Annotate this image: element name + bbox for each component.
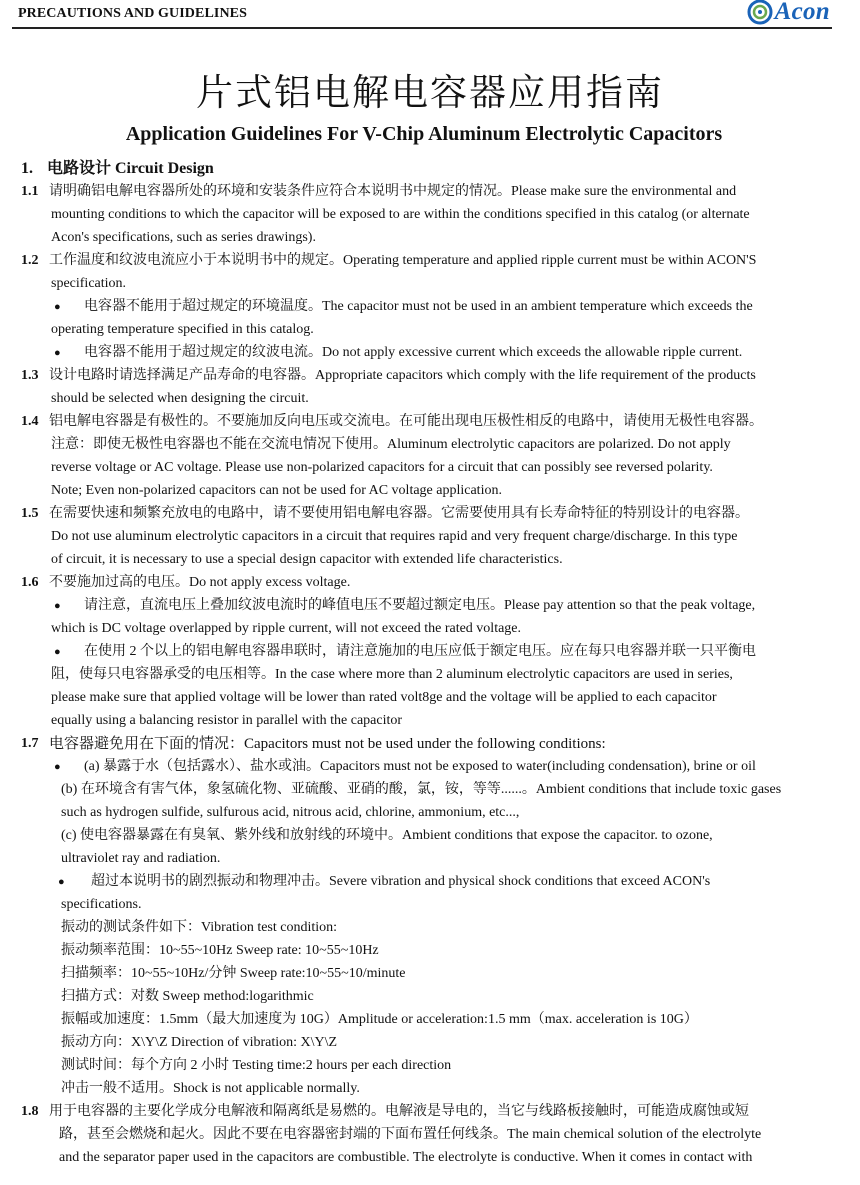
line-text: mounting conditions to which the capacitor will be exposed to are within the conditions specified in this catalog (or alternate (51, 207, 750, 222)
line-text: reverse voltage or AC voltage. Please use non-polarized capacitors for a circuit that can possibly see reversed polarity. (51, 460, 713, 475)
line-text: 电容器不能用于超过规定的环境温度。The capacitor must not be used in an ambient temperature which exceeds the (84, 299, 753, 314)
bullet-icon: ● (58, 876, 65, 888)
section-number: 1. (21, 160, 33, 177)
line-text: 在需要快速和频繁充放电的电路中，请不要使用铝电解电容器。它需要使用具有长寿命特征的特别设计的电容器。 (49, 506, 749, 521)
section-title: 电路设计 Circuit Design (47, 160, 214, 177)
line-text: 超过本说明书的剧烈振动和物理冲击。Severe vibration and physical shock conditions that exceed ACON's (91, 874, 711, 889)
header-title: PRECAUTIONS AND GUIDELINES (18, 6, 247, 21)
line-text: please make sure that applied voltage will be lower than rated volt8ge and the voltage will be applied to each capacitor (51, 690, 717, 705)
page-title-chinese: 片式铝电解电容器应用指南 (196, 71, 664, 114)
line-text: 在使用 2 个以上的铝电解电容器串联时，请注意施加的电压应低于额定电压。应在每只电容器并联一只平衡电 (84, 644, 756, 659)
line-text: 铝电解电容器是有极性的。不要施加反向电压或交流电。在可能出现电压极性相反的电路中，请使用无极性电容器。 (49, 414, 763, 429)
line-text: 电容器避免用在下面的情况：Capacitors must not be used under the following conditions: (49, 736, 606, 752)
line-text: 设计电路时请选择满足产品寿命的电容器。Appropriate capacitors which comply with the life requirement of the products (49, 368, 756, 383)
line-text: should be selected when designing the circuit. (51, 391, 309, 406)
page-header (12, 0, 832, 29)
line-text: Do not use aluminum electrolytic capacitors in a circuit that requires rapid and very frequent charge/discharge. In this type (51, 529, 738, 544)
line-text: such as hydrogen sulfide, sulfurous acid, nitrous acid, chlorine, ammonium, etc..., (61, 805, 520, 820)
line-text: Acon's specifications, such as series drawings). (51, 230, 316, 245)
line-text: ultraviolet ray and radiation. (61, 851, 221, 866)
line-text: 振动频率范围：10~55~10Hz Sweep rate: 10~55~10Hz (61, 943, 379, 958)
page-title-english: Application Guidelines For V-Chip Aluminum Electrolytic Capacitors (125, 123, 723, 145)
line-text: 扫描方式：对数 Sweep method:logarithmic (61, 989, 314, 1004)
line-text: operating temperature specified in this catalog. (51, 322, 314, 337)
item-number: 1.4 (21, 414, 39, 429)
line-text: 阻，使每只电容器承受的电压相等。In the case where more than 2 aluminum electrolytic capacitors are used in series, (51, 667, 733, 682)
item-number: 1.5 (21, 506, 39, 521)
line-text: 注意：即使无极性电容器也不能在交流电情况下使用。Aluminum electrolytic capacitors are polarized. Do not apply (51, 437, 731, 452)
line-text: 请明确铝电解电容器所处的环境和安装条件应符合本说明书中规定的情况。Please make sure the environmental and (49, 184, 737, 199)
line-text: 电容器不能用于超过规定的纹波电流。Do not apply excessive current which exceeds the allowable ripple current. (84, 345, 743, 360)
line-text: specifications. (61, 897, 142, 912)
line-text: which is DC voltage overlapped by ripple current, will not exceed the rated voltage. (51, 621, 522, 636)
line-text: 振动方向：X\Y\Z Direction of vibration: X\Y\Z (61, 1035, 338, 1050)
item-number: 1.6 (21, 575, 39, 590)
item-number: 1.8 (21, 1104, 39, 1119)
line-text: (b) 在环境含有害气体，象氢硫化物、亚硫酸、亚硝的酸，氯，铵，等等......。Ambient conditions that include toxic gases (61, 782, 782, 797)
item-number: 1.7 (21, 736, 39, 751)
line-text: 测试时间：每个方向 2 小时 Testing time:2 hours per each direction (61, 1058, 452, 1073)
line-text: 工作温度和纹波电流应小于本说明书中的规定。Operating temperature and applied ripple current must be within ACON'S (49, 253, 757, 268)
logo-text: Acon (774, 0, 830, 25)
bullet-icon: ● (54, 347, 61, 359)
line-text: 冲击一般不适用。Shock is not applicable normally. (61, 1081, 360, 1096)
line-text: 振幅或加速度：1.5mm（最大加速度为 10G）Amplitude or acceleration:1.5 mm（max. acceleration is 10G） (61, 1012, 698, 1027)
item-number: 1.1 (21, 184, 39, 199)
line-text: of circuit, it is necessary to use a special design capacitor with extended life characteristics. (51, 552, 563, 567)
line-text: 用于电容器的主要化学成分电解液和隔离纸是易燃的。电解液是导电的，当它与线路板接触时，可能造成腐蚀或短 (49, 1104, 749, 1119)
line-text: (a) 暴露于水（包括露水）、盐水或油。Capacitors must not be exposed to water(including condensation), brine or oil (84, 759, 756, 774)
bullet-icon: ● (54, 761, 61, 773)
line-text: (c) 使电容器暴露在有臭氧、紫外线和放射线的环境中。Ambient conditions that expose the capacitor. to ozone, (61, 828, 713, 843)
line-text: Note; Even non-polarized capacitors can not be used for AC voltage application. (51, 483, 502, 498)
item-number: 1.3 (21, 368, 39, 383)
line-text: 不要施加过高的电压。Do not apply excess voltage. (49, 575, 351, 590)
acon-logo-icon (747, 0, 773, 25)
line-text: equally using a balancing resistor in parallel with the capacitor (51, 713, 403, 728)
bullet-icon: ● (54, 600, 61, 612)
bullet-icon: ● (54, 646, 61, 658)
line-text: 振动的测试条件如下：Vibration test condition: (61, 920, 338, 935)
line-text: specification. (51, 276, 127, 291)
line-text: 路，甚至会燃烧和起火。因此不要在电容器密封端的下面布置任何线条。The main chemical solution of the electrolyte (59, 1127, 762, 1142)
acon-logo (747, 0, 830, 27)
line-text: 扫描频率：10~55~10Hz/分钟 Sweep rate:10~55~10/minute (61, 966, 406, 981)
bullet-icon: ● (54, 301, 61, 313)
item-number: 1.2 (21, 253, 39, 268)
line-text: 请注意，直流电压上叠加纹波电流时的峰值电压不要超过额定电压。Please pay attention so that the peak voltage, (84, 598, 756, 613)
line-text: and the separator paper used in the capacitors are combustible. The electrolyte is conductive. When it comes in contact with (59, 1150, 753, 1165)
